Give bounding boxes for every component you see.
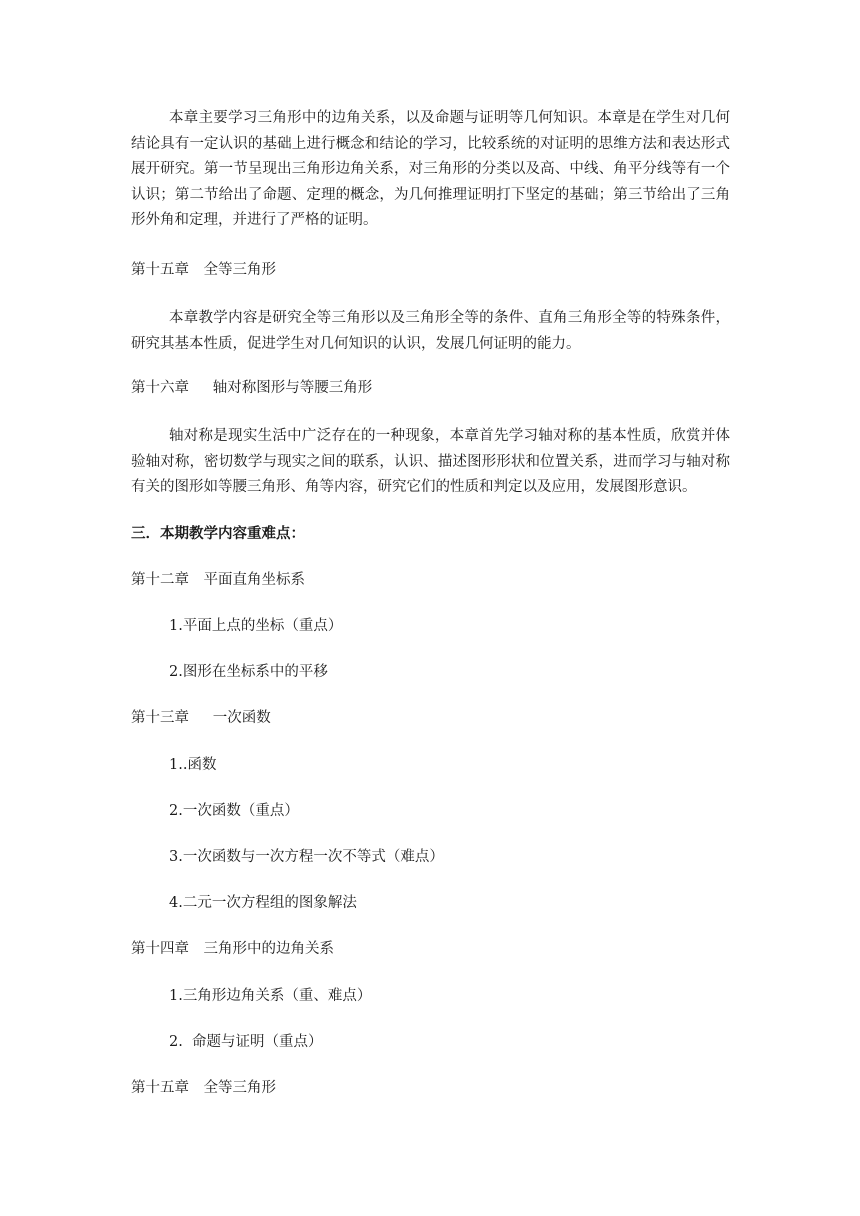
- chapter-12-item: 1.平面上点的坐标（重点）: [169, 618, 343, 634]
- chapter-12-title: 第十二章 平面直角坐标系: [131, 572, 305, 588]
- section-3-heading: 三．本期教学内容重难点：: [131, 525, 305, 542]
- chapter-14-item: 2. 命题与证明（重点）: [169, 1034, 323, 1050]
- chapter-13-title: 第十三章 一次函数: [131, 710, 271, 726]
- chapter-15-paragraph: 本章教学内容是研究全等三角形以及三角形全等的条件、直角三角形全等的特殊条件，研究其基本性质，促进学生对几何知识的认识，发展几何证明的能力。: [131, 310, 730, 352]
- chapter-14-title: 第十四章 三角形中的边角关系: [131, 941, 334, 957]
- chapter-13-item: 3.一次函数与一次方程一次不等式（难点）: [169, 849, 444, 865]
- chapter-13-item: 2.一次函数（重点）: [169, 803, 299, 819]
- chapter-14-item: 1.三角形边角关系（重、难点）: [169, 988, 372, 1004]
- chapter-13-item: 1..函数: [169, 757, 217, 773]
- chapter-16-title: 第十六章 轴对称图形与等腰三角形: [131, 380, 373, 396]
- chapter-13-item: 4.二元一次方程组的图象解法: [169, 895, 357, 911]
- chapter-12-item: 2.图形在坐标系中的平移: [169, 664, 328, 680]
- chapter-16-paragraph: 轴对称是现实生活中广泛存在的一种现象，本章首先学习轴对称的基本性质，欣赏并体验轴对称，密切数学与现实之间的联系，认识、描述图形形状和位置关系，进而学习与轴对称有关的图形如等腰三角形、角等内容，研究它们的性质和判定以及应用，发展图形意识。: [131, 428, 730, 495]
- chapter-15-title-repeat: 第十五章 全等三角形: [131, 1080, 276, 1096]
- chapter-15-title: 第十五章 全等三角形: [131, 262, 276, 278]
- intro-paragraph: 本章主要学习三角形中的边角关系，以及命题与证明等几何知识。本章是在学生对几何结论具有一定认识的基础上进行概念和结论的学习，比较系统的对证明的思维方法和表达形式展开研究。第一节呈现出三角形边角关系，对三角形的分类以及高、中线、角平分线等有一个认识；第二节给出了命题、定理的概念，为几何推理证明打下坚定的基础；第三节给出了三角形外角和定理，并进行了严格的证明。: [131, 110, 730, 228]
